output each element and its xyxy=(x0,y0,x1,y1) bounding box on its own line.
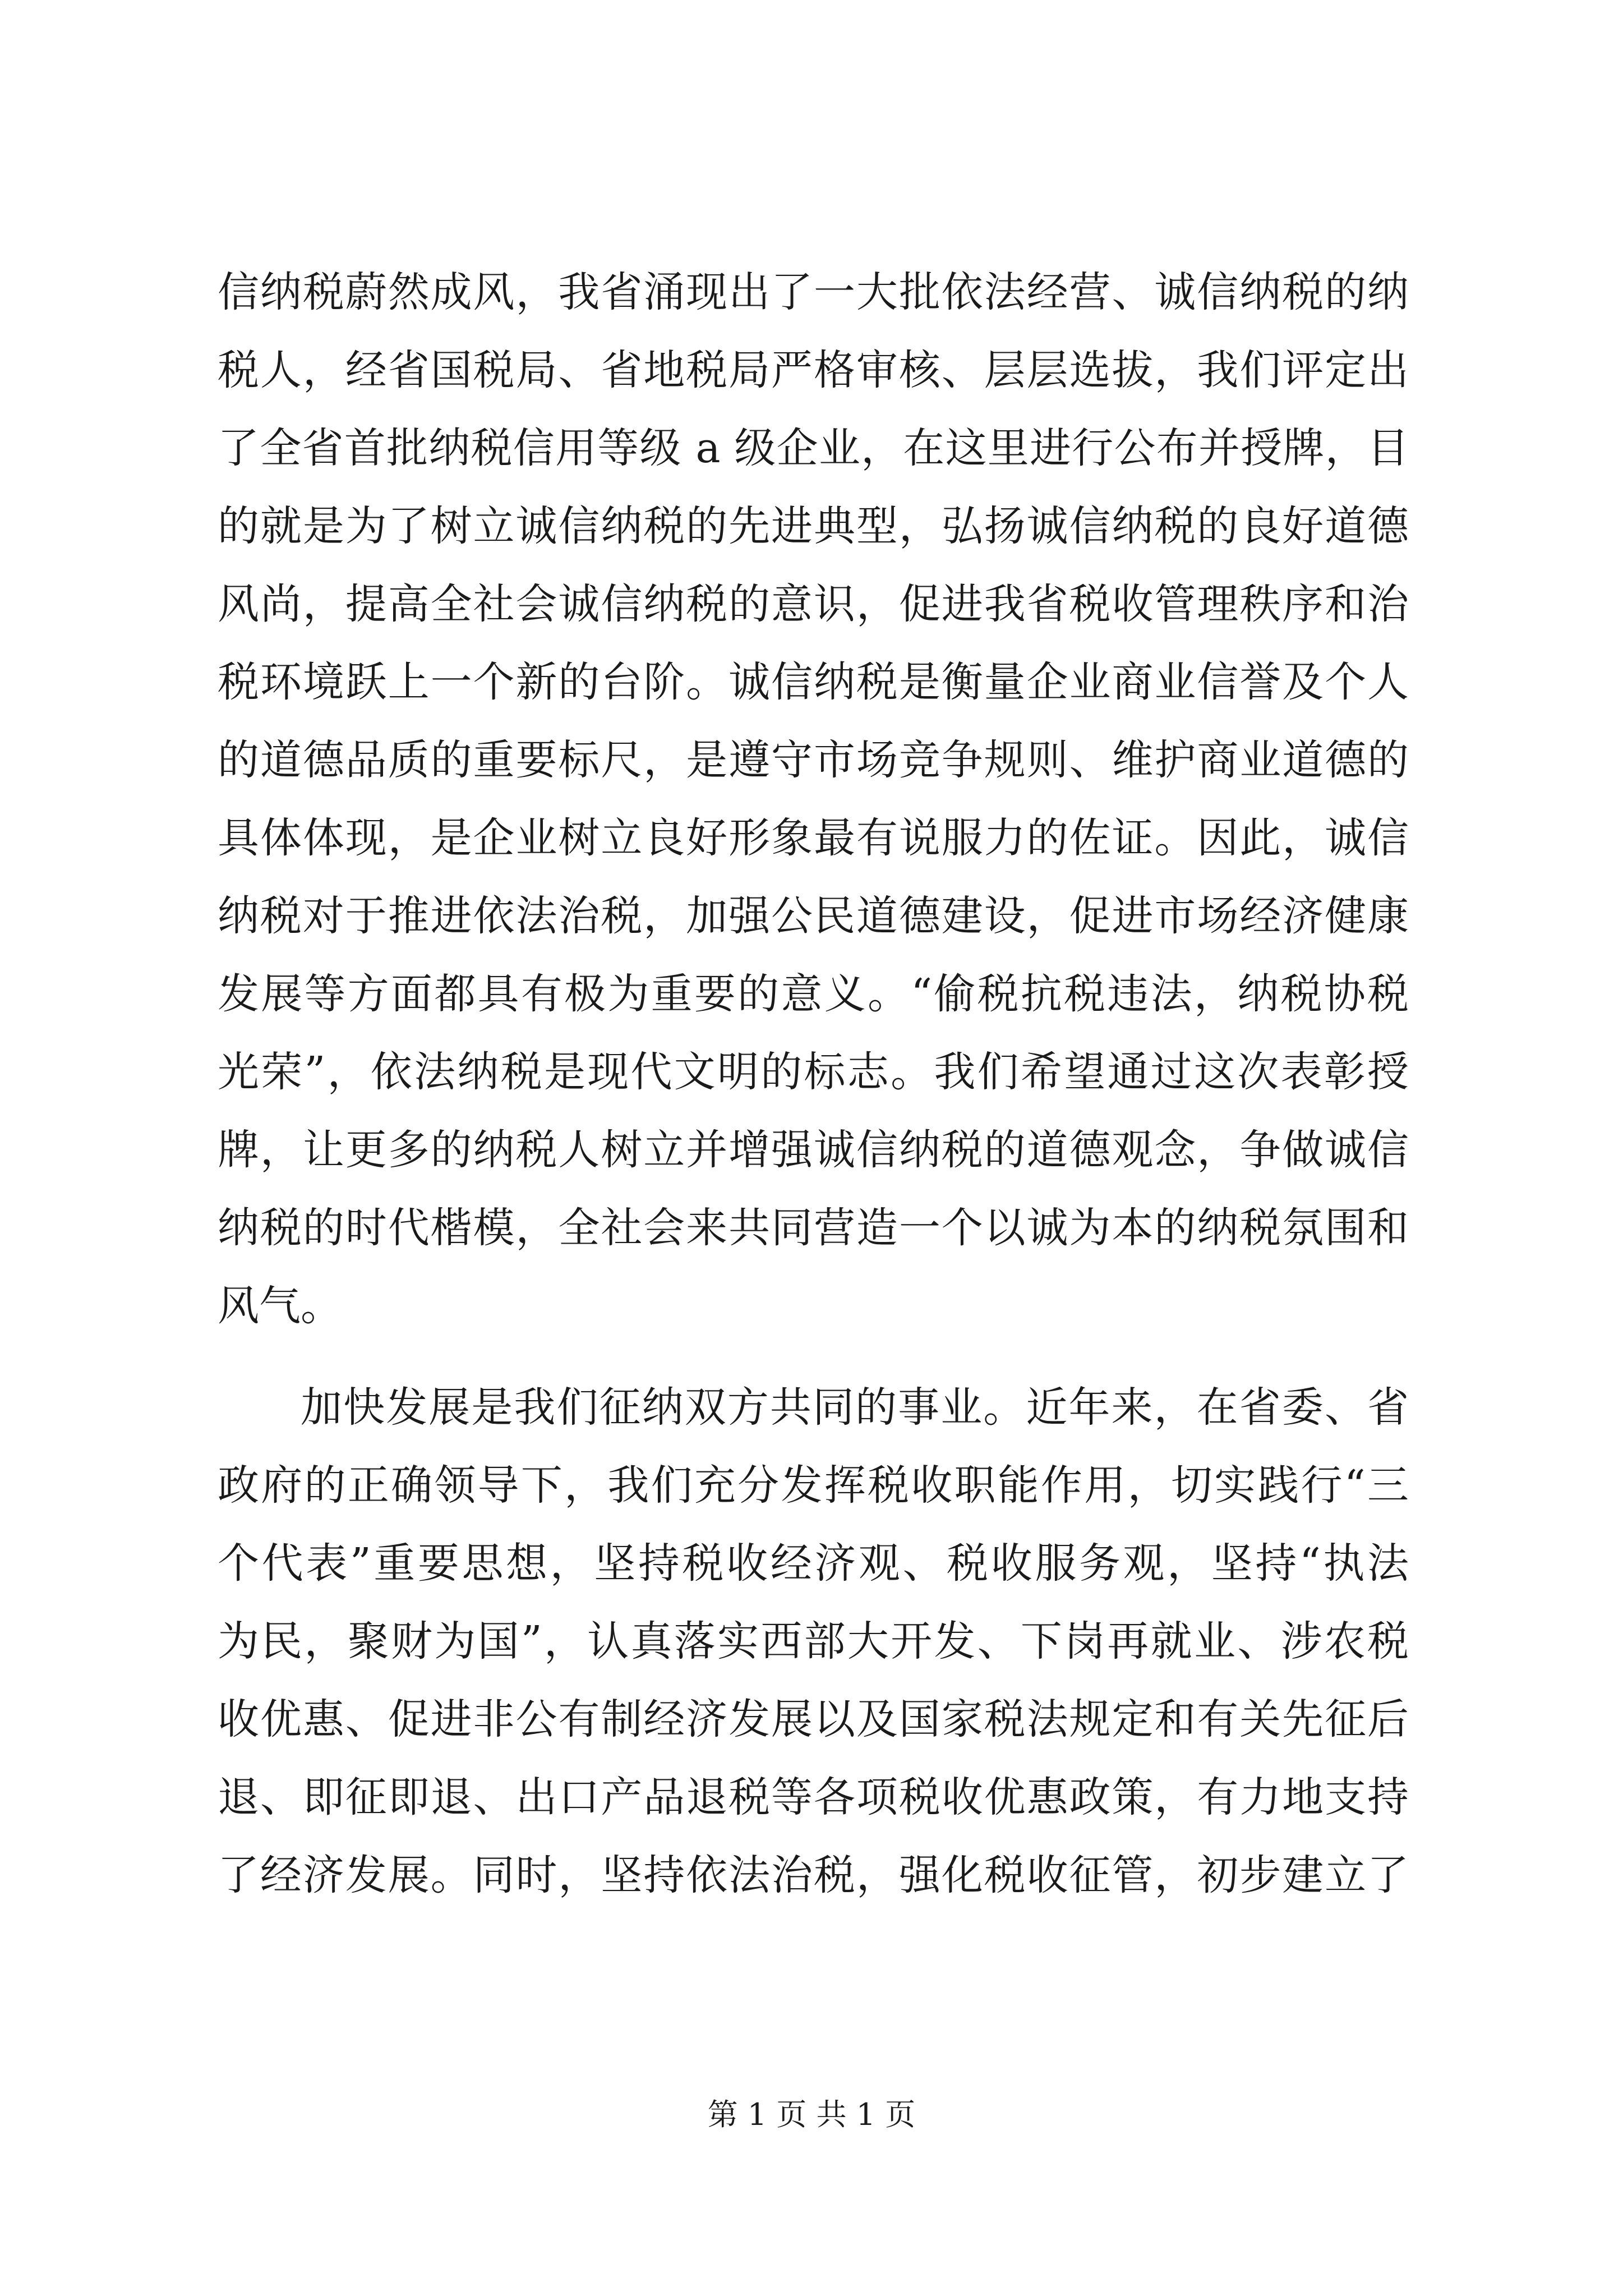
text-line: 的就是为了树立诚信纳税的先进典型，弘扬诚信纳税的良好道德 xyxy=(218,502,1409,550)
text-line: 牌，让更多的纳税人树立并增强诚信纳税的道德观念，争做诚信 xyxy=(218,1126,1409,1174)
paragraph-gap xyxy=(218,1345,1409,1369)
text-line: 了经济发展。同时，坚持依法治税，强化税收征管，初步建立了 xyxy=(218,1851,1409,1899)
text-line: 光荣”，依法纳税是现代文明的标志。我们希望通过这次表彰授 xyxy=(218,1048,1409,1096)
text-line: 的道德品质的重要标尺，是遵守市场竞争规则、维护商业道德的 xyxy=(218,736,1409,784)
text-line: 政府的正确领导下，我们充分发挥税收职能作用，切实践行“三 xyxy=(218,1461,1409,1510)
text-line: 为民，聚财为国”，认真落实西部大开发、下岗再就业、涉农税 xyxy=(218,1617,1409,1665)
text-line: 具体体现，是企业树立良好形象最有说服力的佐证。因此，诚信 xyxy=(218,814,1409,862)
paragraph-2 xyxy=(218,1369,1409,1915)
text-line: 发展等方面都具有极为重要的意义。“偷税抗税违法，纳税协税 xyxy=(218,970,1409,1018)
text-line: 了全省首批纳税信用等级 a 级企业，在这里进行公布并授牌，目 xyxy=(218,424,1409,472)
text-line: 税环境跃上一个新的台阶。诚信纳税是衡量企业商业信誉及个人 xyxy=(218,658,1409,706)
text-line: 风气。 xyxy=(218,1282,342,1330)
text-line: 加快发展是我们征纳双方共同的事业。近年来，在省委、省 xyxy=(301,1383,1409,1432)
text-line: 个代表”重要思想，坚持税收经济观、税收服务观，坚持“执法 xyxy=(218,1539,1409,1588)
text-line: 纳税对于推进依法治税，加强公民道德建设，促进市场经济健康 xyxy=(218,892,1409,940)
text-line: 税人，经省国税局、省地税局严格审核、层层选拔，我们评定出 xyxy=(218,346,1409,394)
page-footer xyxy=(0,2095,1623,2134)
text-line: 纳税的时代楷模，全社会来共同营造一个以诚为本的纳税氛围和 xyxy=(218,1204,1409,1252)
text-line: 收优惠、促进非公有制经济发展以及国家税法规定和有关先征后 xyxy=(218,1695,1409,1743)
text-line: 退、即征即退、出口产品退税等各项税收优惠政策，有力地支持 xyxy=(218,1773,1409,1821)
text-line: 风尚，提高全社会诚信纳税的意识，促进我省税收管理秩序和治 xyxy=(218,580,1409,628)
text-line: 信纳税蔚然成风，我省涌现出了一大批依法经营、诚信纳税的纳 xyxy=(218,268,1409,316)
paragraph-1 xyxy=(218,254,1409,1345)
page-number-label: 第 1 页 共 1 页 xyxy=(707,2097,916,2132)
body-text xyxy=(218,254,1409,1915)
